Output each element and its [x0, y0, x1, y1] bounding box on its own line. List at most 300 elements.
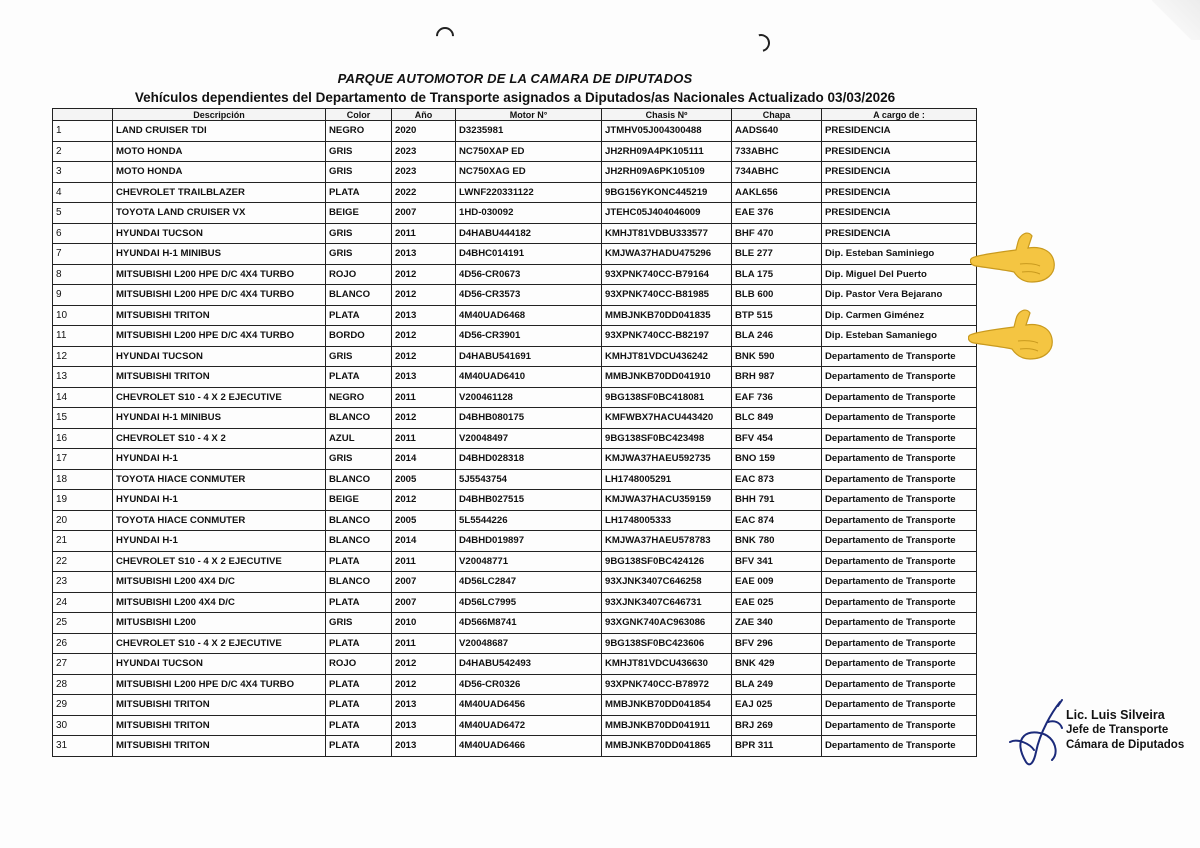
table-row: [53, 633, 977, 654]
motor-cell: 4D56-CR3901: [456, 326, 602, 347]
assigned-to-cell: Departamento de Transporte: [822, 531, 977, 552]
row-number: 15: [53, 408, 113, 429]
chassis-cell: MMBJNKB70DD041865: [602, 736, 732, 757]
table-row: [53, 162, 977, 183]
column-header: Año: [392, 109, 456, 121]
table-row: [53, 469, 977, 490]
description-cell: MITSUBISHI TRITON: [113, 305, 326, 326]
chassis-cell: KMJWA37HADU475296: [602, 244, 732, 265]
color-cell: PLATA: [326, 367, 392, 388]
chassis-cell: MMBJNKB70DD041911: [602, 715, 732, 736]
plate-cell: EAC 874: [732, 510, 822, 531]
motor-cell: LWNF220331122: [456, 182, 602, 203]
motor-cell: D4BHB027515: [456, 490, 602, 511]
row-number: 30: [53, 715, 113, 736]
punch-hole-mark: [749, 31, 774, 56]
plate-cell: EAC 873: [732, 469, 822, 490]
plate-cell: AADS640: [732, 121, 822, 142]
description-cell: HYUNDAI H-1 MINIBUS: [113, 244, 326, 265]
chassis-cell: 9BG138SF0BC423606: [602, 633, 732, 654]
color-cell: PLATA: [326, 715, 392, 736]
table-row: [53, 531, 977, 552]
column-header: Chasis Nº: [602, 109, 732, 121]
table-row: [53, 715, 977, 736]
motor-cell: 4M40UAD6410: [456, 367, 602, 388]
chassis-cell: KMJWA37HAEU592735: [602, 449, 732, 470]
motor-cell: NC750XAG ED: [456, 162, 602, 183]
row-number: 18: [53, 469, 113, 490]
description-cell: HYUNDAI TUCSON: [113, 223, 326, 244]
year-cell: 2011: [392, 551, 456, 572]
assigned-to-cell: Departamento de Transporte: [822, 469, 977, 490]
column-header: [53, 109, 113, 121]
plate-cell: BTP 515: [732, 305, 822, 326]
assigned-to-cell: PRESIDENCIA: [822, 121, 977, 142]
year-cell: 2012: [392, 285, 456, 306]
assigned-to-cell: Dip. Esteban Samaniego: [822, 326, 977, 347]
plate-cell: BLB 600: [732, 285, 822, 306]
table-row: [53, 264, 977, 285]
motor-cell: D4BHB080175: [456, 408, 602, 429]
year-cell: 2013: [392, 244, 456, 265]
year-cell: 2007: [392, 592, 456, 613]
signer-org: Cámara de Diputados: [1066, 739, 1185, 751]
year-cell: 2012: [392, 674, 456, 695]
description-cell: HYUNDAI TUCSON: [113, 654, 326, 675]
document-title: PARQUE AUTOMOTOR DE LA CAMARA DE DIPUTADOS: [337, 71, 693, 86]
table-row: [53, 654, 977, 675]
pointing-hand-emoji-icon: [970, 228, 1060, 284]
signer-name: Lic. Luis Silveira: [1066, 708, 1165, 722]
motor-cell: 4D56-CR0673: [456, 264, 602, 285]
chassis-cell: JH2RH09A6PK105109: [602, 162, 732, 183]
assigned-to-cell: PRESIDENCIA: [822, 182, 977, 203]
year-cell: 2022: [392, 182, 456, 203]
plate-cell: BNK 780: [732, 531, 822, 552]
table-row: [53, 449, 977, 470]
motor-cell: 4M40UAD6468: [456, 305, 602, 326]
motor-cell: D4HABU444182: [456, 223, 602, 244]
description-cell: MOTO HONDA: [113, 162, 326, 183]
chassis-cell: KMHJT81VDBU333577: [602, 223, 732, 244]
table-row: [53, 182, 977, 203]
year-cell: 2010: [392, 613, 456, 634]
row-number: 10: [53, 305, 113, 326]
assigned-to-cell: Departamento de Transporte: [822, 654, 977, 675]
table-row: [53, 223, 977, 244]
color-cell: GRIS: [326, 346, 392, 367]
table-row: [53, 613, 977, 634]
year-cell: 2011: [392, 428, 456, 449]
motor-cell: V20048687: [456, 633, 602, 654]
description-cell: HYUNDAI H-1: [113, 531, 326, 552]
plate-cell: BLC 849: [732, 408, 822, 429]
color-cell: PLATA: [326, 551, 392, 572]
row-number: 20: [53, 510, 113, 531]
assigned-to-cell: Departamento de Transporte: [822, 551, 977, 572]
description-cell: HYUNDAI H-1 MINIBUS: [113, 408, 326, 429]
signer-role: Jefe de Transporte: [1066, 724, 1169, 736]
chassis-cell: 93XGNK740AC963086: [602, 613, 732, 634]
table-row: [53, 408, 977, 429]
row-number: 24: [53, 592, 113, 613]
description-cell: MITSUBISHI TRITON: [113, 695, 326, 716]
row-number: 31: [53, 736, 113, 757]
plate-cell: ZAE 340: [732, 613, 822, 634]
table-row: [53, 203, 977, 224]
chassis-cell: 9BG138SF0BC424126: [602, 551, 732, 572]
plate-cell: BRH 987: [732, 367, 822, 388]
year-cell: 2020: [392, 121, 456, 142]
color-cell: BLANCO: [326, 285, 392, 306]
row-number: 8: [53, 264, 113, 285]
plate-cell: 733ABHC: [732, 141, 822, 162]
row-number: 17: [53, 449, 113, 470]
row-number: 4: [53, 182, 113, 203]
row-number: 5: [53, 203, 113, 224]
punch-hole-mark: [432, 23, 457, 48]
chassis-cell: 9BG138SF0BC418081: [602, 387, 732, 408]
color-cell: NEGRO: [326, 387, 392, 408]
row-number: 26: [53, 633, 113, 654]
color-cell: BEIGE: [326, 490, 392, 511]
motor-cell: V200461128: [456, 387, 602, 408]
motor-cell: 4D56-CR3573: [456, 285, 602, 306]
column-header: Descripción: [113, 109, 326, 121]
color-cell: GRIS: [326, 449, 392, 470]
chassis-cell: 9BG138SF0BC423498: [602, 428, 732, 449]
motor-cell: 4D56-CR0326: [456, 674, 602, 695]
year-cell: 2012: [392, 326, 456, 347]
row-number: 6: [53, 223, 113, 244]
description-cell: MITSUBISHI L200 4X4 D/C: [113, 572, 326, 593]
table-row: [53, 326, 977, 347]
table-row: [53, 551, 977, 572]
color-cell: PLATA: [326, 674, 392, 695]
motor-cell: 4M40UAD6466: [456, 736, 602, 757]
plate-cell: EAJ 025: [732, 695, 822, 716]
color-cell: GRIS: [326, 141, 392, 162]
color-cell: PLATA: [326, 592, 392, 613]
table-row: [53, 367, 977, 388]
chassis-cell: KMFWBX7HACU443420: [602, 408, 732, 429]
assigned-to-cell: Departamento de Transporte: [822, 695, 977, 716]
color-cell: PLATA: [326, 182, 392, 203]
chassis-cell: 9BG156YKONC445219: [602, 182, 732, 203]
description-cell: MITSUBISHI L200 HPE D/C 4X4 TURBO: [113, 674, 326, 695]
color-cell: NEGRO: [326, 121, 392, 142]
table-row: [53, 285, 977, 306]
motor-cell: D4BHC014191: [456, 244, 602, 265]
assigned-to-cell: PRESIDENCIA: [822, 223, 977, 244]
plate-cell: BFV 454: [732, 428, 822, 449]
chassis-cell: 93XPNK740CC-B82197: [602, 326, 732, 347]
color-cell: PLATA: [326, 695, 392, 716]
assigned-to-cell: PRESIDENCIA: [822, 203, 977, 224]
year-cell: 2023: [392, 141, 456, 162]
assigned-to-cell: Departamento de Transporte: [822, 367, 977, 388]
table-body: [53, 121, 977, 757]
description-cell: MITSUBISHI L200 HPE D/C 4X4 TURBO: [113, 264, 326, 285]
row-number: 2: [53, 141, 113, 162]
assigned-to-cell: Departamento de Transporte: [822, 387, 977, 408]
plate-cell: EAE 025: [732, 592, 822, 613]
color-cell: PLATA: [326, 633, 392, 654]
chassis-cell: KMHJT81VDCU436630: [602, 654, 732, 675]
plate-cell: BNO 159: [732, 449, 822, 470]
year-cell: 2005: [392, 469, 456, 490]
color-cell: BLANCO: [326, 469, 392, 490]
chassis-cell: KMHJT81VDCU436242: [602, 346, 732, 367]
row-number: 19: [53, 490, 113, 511]
description-cell: TOYOTA HIACE CONMUTER: [113, 510, 326, 531]
table-row: [53, 736, 977, 757]
assigned-to-cell: PRESIDENCIA: [822, 141, 977, 162]
column-header: Chapa: [732, 109, 822, 121]
year-cell: 2013: [392, 305, 456, 326]
color-cell: ROJO: [326, 264, 392, 285]
description-cell: MITSUBISHI TRITON: [113, 367, 326, 388]
assigned-to-cell: Departamento de Transporte: [822, 510, 977, 531]
description-cell: HYUNDAI H-1: [113, 449, 326, 470]
table-row: [53, 572, 977, 593]
chassis-cell: JTMHV05J004300488: [602, 121, 732, 142]
row-number: 29: [53, 695, 113, 716]
table-row: [53, 305, 977, 326]
assigned-to-cell: Dip. Carmen Giménez: [822, 305, 977, 326]
motor-cell: 1HD-030092: [456, 203, 602, 224]
plate-cell: BLA 249: [732, 674, 822, 695]
description-cell: MITSUBISHI TRITON: [113, 736, 326, 757]
row-number: 13: [53, 367, 113, 388]
assigned-to-cell: Dip. Miguel Del Puerto: [822, 264, 977, 285]
chassis-cell: 93XJNK3407C646731: [602, 592, 732, 613]
plate-cell: BLA 175: [732, 264, 822, 285]
row-number: 3: [53, 162, 113, 183]
year-cell: 2023: [392, 162, 456, 183]
assigned-to-cell: Dip. Pastor Vera Bejarano: [822, 285, 977, 306]
color-cell: BLANCO: [326, 510, 392, 531]
motor-cell: NC750XAP ED: [456, 141, 602, 162]
row-number: 11: [53, 326, 113, 347]
table-row: [53, 510, 977, 531]
plate-cell: BPR 311: [732, 736, 822, 757]
column-header: Color: [326, 109, 392, 121]
assigned-to-cell: Departamento de Transporte: [822, 633, 977, 654]
assigned-to-cell: Departamento de Transporte: [822, 449, 977, 470]
description-cell: HYUNDAI TUCSON: [113, 346, 326, 367]
motor-cell: V20048771: [456, 551, 602, 572]
year-cell: 2014: [392, 531, 456, 552]
description-cell: CHEVROLET S10 - 4 X 2 EJECUTIVE: [113, 387, 326, 408]
color-cell: PLATA: [326, 305, 392, 326]
plate-cell: EAE 376: [732, 203, 822, 224]
color-cell: GRIS: [326, 613, 392, 634]
table-row: [53, 428, 977, 449]
year-cell: 2007: [392, 572, 456, 593]
page-fold-corner: [1152, 0, 1200, 40]
row-number: 22: [53, 551, 113, 572]
description-cell: MITSUBISHI L200 HPE D/C 4X4 TURBO: [113, 326, 326, 347]
row-number: 27: [53, 654, 113, 675]
plate-cell: BFV 341: [732, 551, 822, 572]
color-cell: GRIS: [326, 244, 392, 265]
color-cell: GRIS: [326, 162, 392, 183]
assigned-to-cell: Dip. Esteban Saminiego: [822, 244, 977, 265]
year-cell: 2013: [392, 367, 456, 388]
row-number: 9: [53, 285, 113, 306]
row-number: 25: [53, 613, 113, 634]
assigned-to-cell: Departamento de Transporte: [822, 674, 977, 695]
plate-cell: BRJ 269: [732, 715, 822, 736]
chassis-cell: 93XPNK740CC-B78972: [602, 674, 732, 695]
table-row: [53, 695, 977, 716]
motor-cell: D3235981: [456, 121, 602, 142]
table-row: [53, 244, 977, 265]
description-cell: CHEVROLET TRAILBLAZER: [113, 182, 326, 203]
color-cell: GRIS: [326, 223, 392, 244]
motor-cell: 4D566M8741: [456, 613, 602, 634]
row-number: 14: [53, 387, 113, 408]
assigned-to-cell: Departamento de Transporte: [822, 572, 977, 593]
chassis-cell: JH2RH09A4PK105111: [602, 141, 732, 162]
assigned-to-cell: Departamento de Transporte: [822, 408, 977, 429]
plate-cell: EAE 009: [732, 572, 822, 593]
assigned-to-cell: Departamento de Transporte: [822, 715, 977, 736]
description-cell: MOTO HONDA: [113, 141, 326, 162]
plate-cell: EAF 736: [732, 387, 822, 408]
plate-cell: BHF 470: [732, 223, 822, 244]
motor-cell: 4M40UAD6472: [456, 715, 602, 736]
year-cell: 2012: [392, 346, 456, 367]
year-cell: 2012: [392, 264, 456, 285]
description-cell: HYUNDAI H-1: [113, 490, 326, 511]
plate-cell: BFV 296: [732, 633, 822, 654]
description-cell: CHEVROLET S10 - 4 X 2 EJECUTIVE: [113, 551, 326, 572]
table-header-row: [53, 109, 977, 121]
plate-cell: BHH 791: [732, 490, 822, 511]
plate-cell: BLA 246: [732, 326, 822, 347]
description-cell: MITSUBISHI TRITON: [113, 715, 326, 736]
document-subtitle: Vehículos dependientes del Departamento de Transporte asignados a Diputados/as Nacionales Actualizado 03/03/2026: [134, 90, 896, 105]
table-row: [53, 490, 977, 511]
year-cell: 2012: [392, 654, 456, 675]
description-cell: TOYOTA LAND CRUISER VX: [113, 203, 326, 224]
description-cell: MITUSBISHI L200: [113, 613, 326, 634]
assigned-to-cell: Departamento de Transporte: [822, 490, 977, 511]
table-row: [53, 592, 977, 613]
year-cell: 2005: [392, 510, 456, 531]
assigned-to-cell: PRESIDENCIA: [822, 162, 977, 183]
chassis-cell: LH1748005291: [602, 469, 732, 490]
row-number: 21: [53, 531, 113, 552]
plate-cell: BNK 429: [732, 654, 822, 675]
year-cell: 2007: [392, 203, 456, 224]
chassis-cell: 93XPNK740CC-B79164: [602, 264, 732, 285]
description-cell: TOYOTA HIACE CONMUTER: [113, 469, 326, 490]
vehicle-table: [52, 108, 977, 757]
plate-cell: 734ABHC: [732, 162, 822, 183]
year-cell: 2011: [392, 633, 456, 654]
chassis-cell: KMJWA37HAEU578783: [602, 531, 732, 552]
motor-cell: 4M40UAD6456: [456, 695, 602, 716]
assigned-to-cell: Departamento de Transporte: [822, 613, 977, 634]
description-cell: LAND CRUISER TDI: [113, 121, 326, 142]
color-cell: BLANCO: [326, 531, 392, 552]
motor-cell: 5J5543754: [456, 469, 602, 490]
description-cell: MITSUBISHI L200 4X4 D/C: [113, 592, 326, 613]
description-cell: CHEVROLET S10 - 4 X 2 EJECUTIVE: [113, 633, 326, 654]
color-cell: ROJO: [326, 654, 392, 675]
pointing-hand-emoji-icon: [968, 305, 1058, 361]
chassis-cell: MMBJNKB70DD041835: [602, 305, 732, 326]
description-cell: CHEVROLET S10 - 4 X 2: [113, 428, 326, 449]
chassis-cell: 93XPNK740CC-B81985: [602, 285, 732, 306]
plate-cell: BLE 277: [732, 244, 822, 265]
color-cell: BLANCO: [326, 572, 392, 593]
motor-cell: D4HABU542493: [456, 654, 602, 675]
color-cell: PLATA: [326, 736, 392, 757]
year-cell: 2011: [392, 223, 456, 244]
motor-cell: 4D56LC7995: [456, 592, 602, 613]
assigned-to-cell: Departamento de Transporte: [822, 346, 977, 367]
color-cell: BORDO: [326, 326, 392, 347]
motor-cell: D4HABU541691: [456, 346, 602, 367]
assigned-to-cell: Departamento de Transporte: [822, 736, 977, 757]
table-row: [53, 346, 977, 367]
column-header: A cargo de :: [822, 109, 977, 121]
motor-cell: 5L5544226: [456, 510, 602, 531]
year-cell: 2014: [392, 449, 456, 470]
table-row: [53, 387, 977, 408]
row-number: 16: [53, 428, 113, 449]
assigned-to-cell: Departamento de Transporte: [822, 592, 977, 613]
row-number: 12: [53, 346, 113, 367]
year-cell: 2013: [392, 715, 456, 736]
chassis-cell: JTEHC05J404046009: [602, 203, 732, 224]
description-cell: MITSUBISHI L200 HPE D/C 4X4 TURBO: [113, 285, 326, 306]
table-row: [53, 121, 977, 142]
row-number: 1: [53, 121, 113, 142]
chassis-cell: KMJWA37HACU359159: [602, 490, 732, 511]
row-number: 28: [53, 674, 113, 695]
column-header: Motor N°: [456, 109, 602, 121]
motor-cell: D4BHD019897: [456, 531, 602, 552]
table-row: [53, 141, 977, 162]
row-number: 7: [53, 244, 113, 265]
color-cell: BLANCO: [326, 408, 392, 429]
chassis-cell: 93XJNK3407C646258: [602, 572, 732, 593]
year-cell: 2013: [392, 736, 456, 757]
row-number: 23: [53, 572, 113, 593]
plate-cell: AAKL656: [732, 182, 822, 203]
signature-block: [1040, 708, 1190, 753]
year-cell: 2012: [392, 490, 456, 511]
year-cell: 2012: [392, 408, 456, 429]
chassis-cell: MMBJNKB70DD041910: [602, 367, 732, 388]
year-cell: 2011: [392, 387, 456, 408]
table-row: [53, 674, 977, 695]
motor-cell: 4D56LC2847: [456, 572, 602, 593]
motor-cell: V20048497: [456, 428, 602, 449]
assigned-to-cell: Departamento de Transporte: [822, 428, 977, 449]
chassis-cell: LH1748005333: [602, 510, 732, 531]
chassis-cell: MMBJNKB70DD041854: [602, 695, 732, 716]
plate-cell: BNK 590: [732, 346, 822, 367]
color-cell: BEIGE: [326, 203, 392, 224]
color-cell: AZUL: [326, 428, 392, 449]
year-cell: 2013: [392, 695, 456, 716]
